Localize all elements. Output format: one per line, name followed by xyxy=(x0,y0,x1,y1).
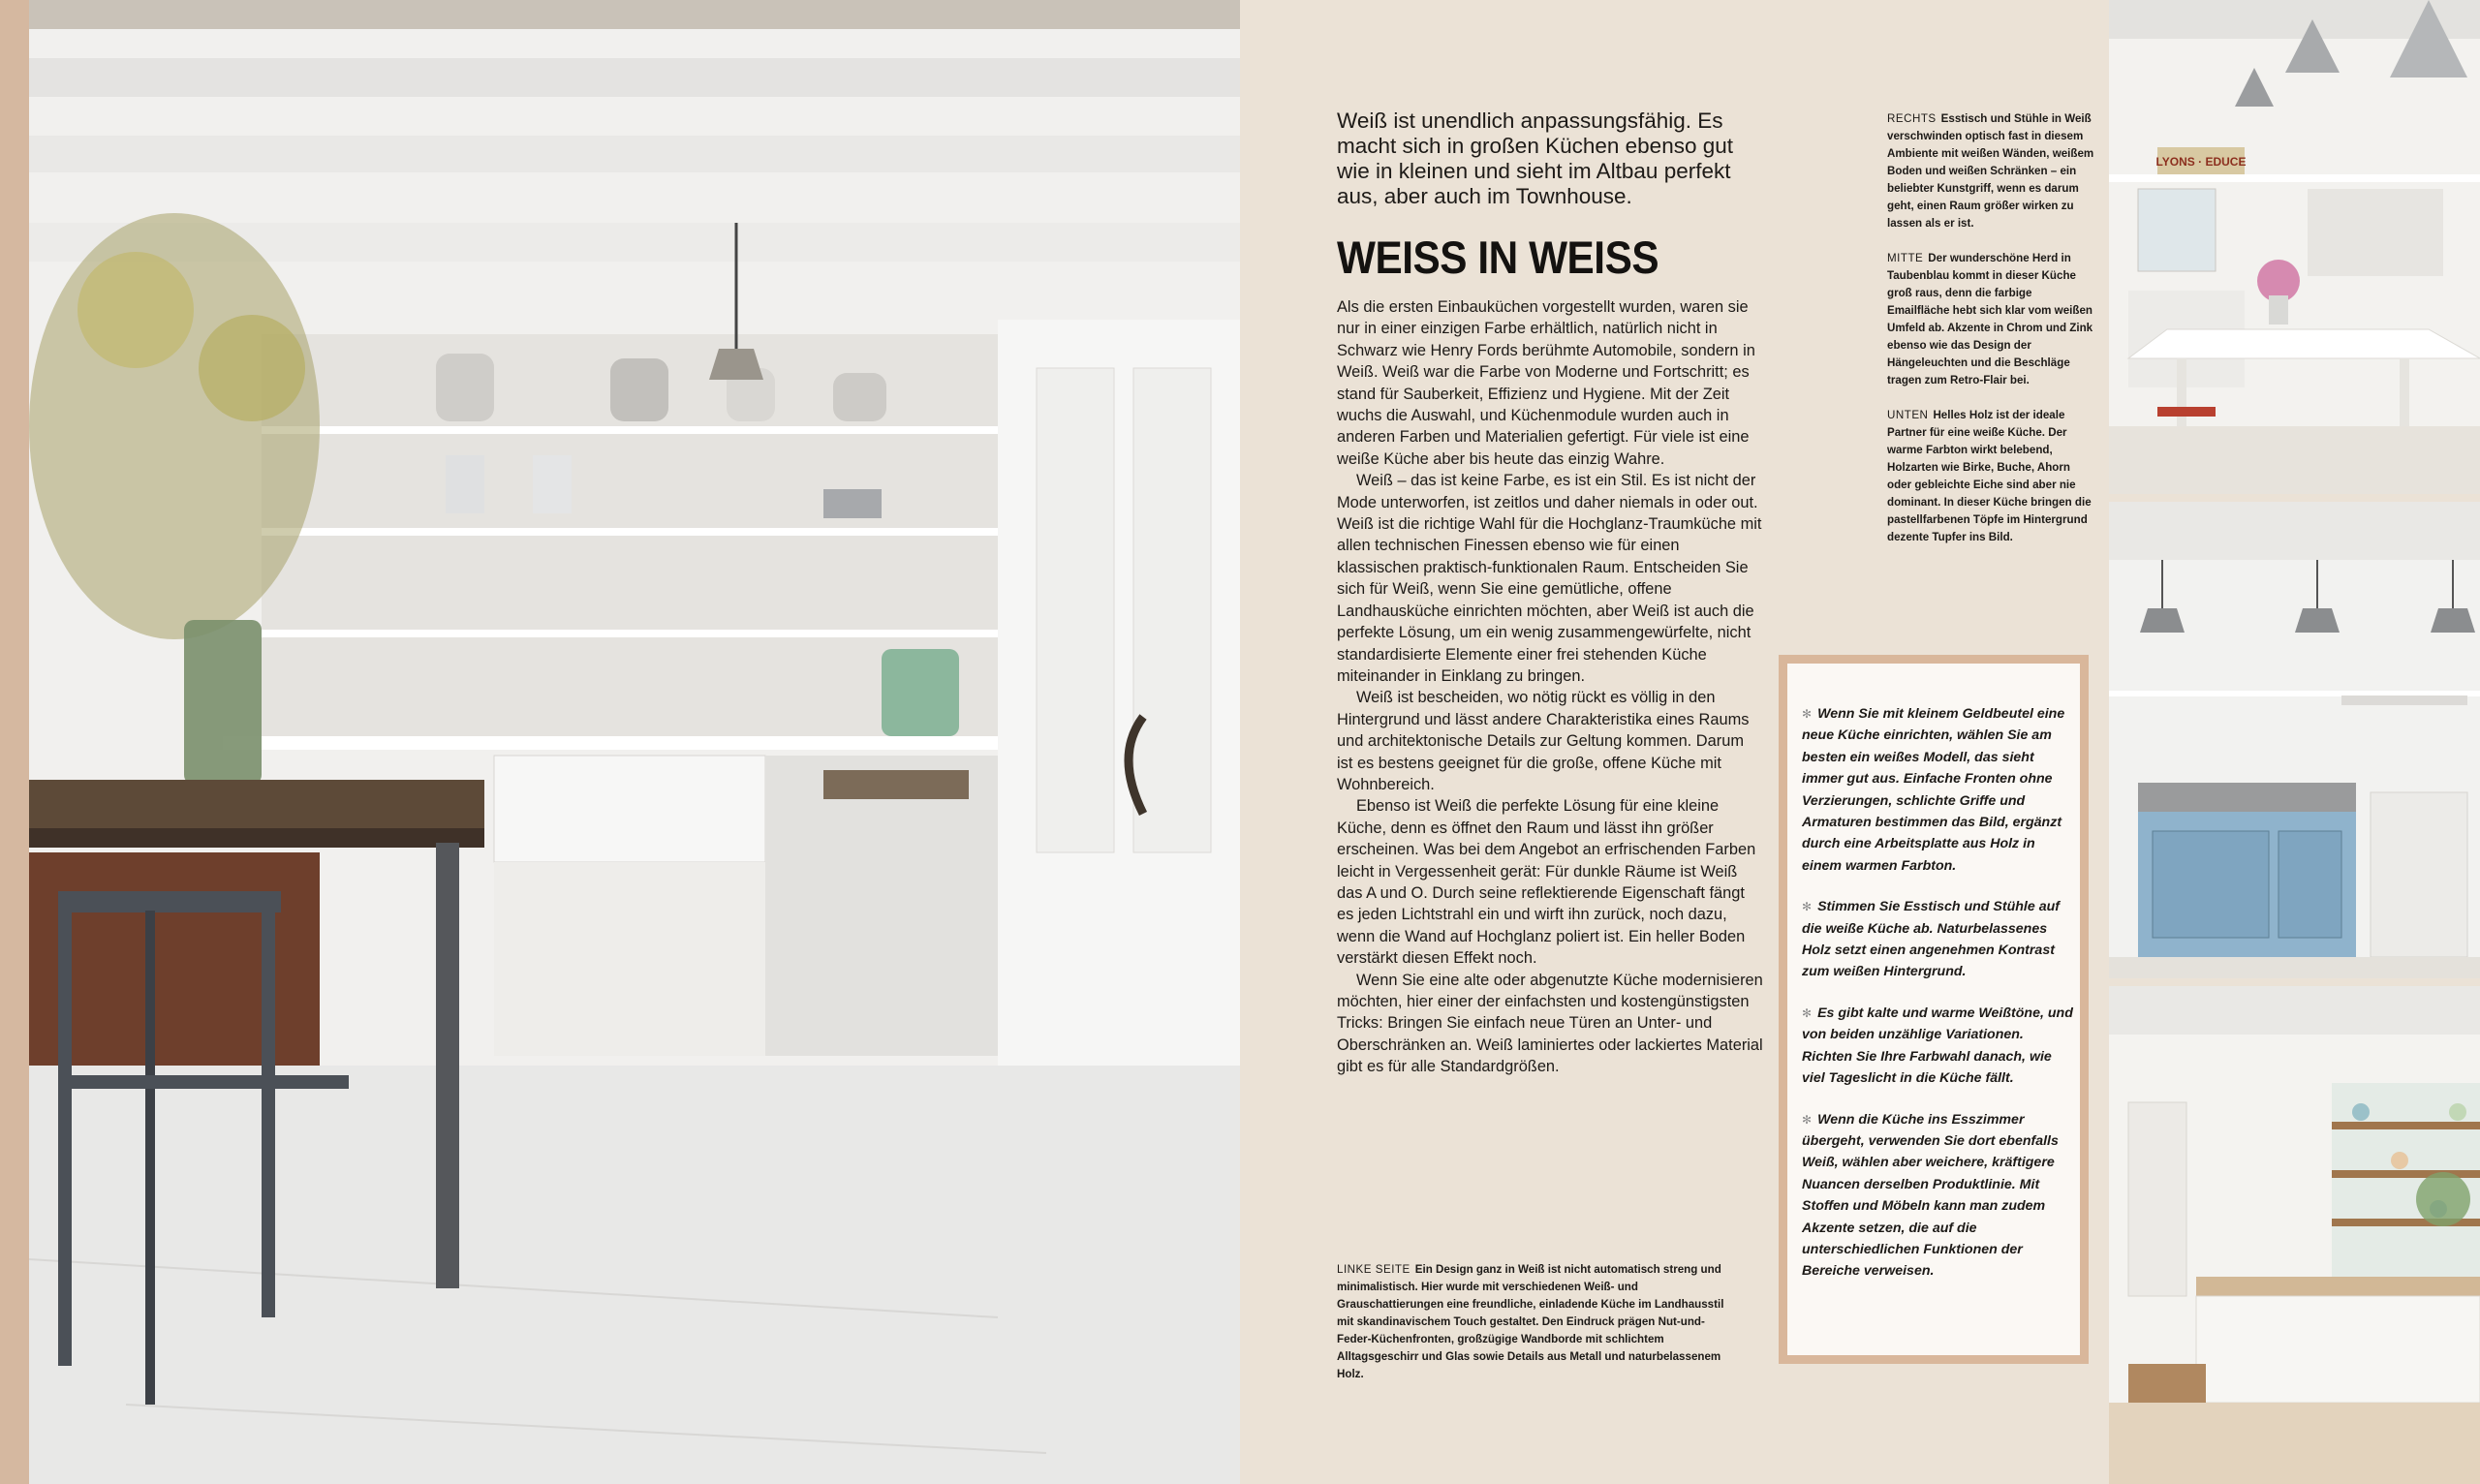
caption-label: UNTEN xyxy=(1887,409,1929,421)
caption-rechts xyxy=(1887,110,2095,232)
body-paragraph: Ebenso ist Weiß die perfekte Lösung für eine kleine Küche, denn es öffnet den Raum und lässt ihn größer erscheinen. Was bei dem Angebot an erfrischenden Farben leicht in Vergessenheit gerät: Für dunkle Räume ist Weiß das A und O. Durch seine reflektierende Eigenschaft fängt es jeden Lichtstrahl ein und wirft ihn zurück, noch dazu, wenn die Wand auf Hochglanz poliert ist. Ein heller Boden verstärkt diesen Effekt noch. xyxy=(1337,797,1756,968)
dining-kitchen-photo xyxy=(2109,0,2480,494)
caption-text: Esstisch und Stühle in Weiß verschwinden optisch fast in diesem Ambiente mit weißen Wänden, weißem Boden und weißen Schränken – ein beliebter Kunstgriff, wenn es darum geht, einen Raum größer wirken zu lassen als er ist. xyxy=(1887,112,2094,230)
tip-text: Es gibt kalte und warme Weißtöne, und von beiden unzählige Variationen. Richten Sie Ihre Farbwahl danach, wie viel Tageslicht in die Küche fällt. xyxy=(1802,1005,2073,1087)
caption-mitte xyxy=(1887,250,2095,389)
asterisk-icon: ✻ xyxy=(1802,900,1813,914)
intro-text: Weiß ist unendlich anpassungsfähig. Es macht sich in großen Küchen ebenso gut wie in kleinen und sieht im Altbau perfekt aus, aber auch im Townhouse. xyxy=(1337,108,1733,208)
asterisk-icon: ✻ xyxy=(1802,707,1813,721)
caption-text: Der wunderschöne Herd in Taubenblau kommt in dieser Küche groß raus, denn die farbige Emailfläche hebt sich klar vom weißen Umfeld ab. Akzente in Chrom und Zink ebenso wie das Design der Hängeleuchten und die Beschläge tragen zum Retro-Flair bei. xyxy=(1887,252,2093,386)
tip-text: Wenn Sie mit kleinem Geldbeutel eine neue Küche einrichten, wählen Sie am besten ein weißes Modell, das sieht immer gut aus. Einfache Fronten ohne Verzierungen, schlichte Griffe und Armaturen bestimmen das Bild, ergänzt durch eine Arbeitsplatte aus Holz in einem warmen Farbton. xyxy=(1802,706,2065,874)
article-body xyxy=(1337,296,1763,1078)
tip-text: Stimmen Sie Esstisch und Stühle auf die weiße Küche ab. Naturbelassenes Holz setzt einen angenehmen Kontrast zum weißen Hintergrund. xyxy=(1802,899,2060,980)
body-paragraph: Wenn Sie eine alte oder abgenutzte Küche modernisieren möchten, hier einer der einfachsten und kostengünstigsten Tricks: Bringen Sie einfach neue Türen an Unter- und Oberschränken an. Weiß laminiertes oder lackiertes Material gibt es für alle Standardgrößen. xyxy=(1337,971,1763,1076)
tip-item xyxy=(1802,1003,2075,1090)
tip-item xyxy=(1802,703,2075,877)
wood-shelves-kitchen-photo xyxy=(2109,986,2480,1484)
tip-text: Wenn die Küche ins Esszimmer übergeht, verwenden Sie dort ebenfalls Weiß, wählen aber weichere, kräftigere Nuancen derselben Produktlinie. Mit Stoffen und Möbeln kann man zudem Akzente setzen, die auf die unterschiedlichen Funktionen der Bereiche verweisen. xyxy=(1802,1111,2059,1280)
blue-range-cooker-photo xyxy=(2109,502,2480,978)
body-paragraph: Weiß – das ist keine Farbe, es ist ein Stil. Es ist nicht der Mode unterworfen, ist zeitlos und daher niemals in oder out. Weiß ist die richtige Wahl für die Hochglanz-Traumküche mit allen technischen Finessen ebenso wie für einen klassischen praktisch-funktionalen Raum. Entscheiden Sie sich für Weiß, wenn Sie eine gemütliche, offene Landhausküche einrichten möchten, aber Weiß ist auch die perfekte Lösung, um ein wenig zusammengewürfelte, nicht standardisierte Elemente einer frei stehenden Küche miteinander in Einklang zu bringen. xyxy=(1337,472,1762,685)
asterisk-icon: ✻ xyxy=(1802,1005,1813,1020)
caption-label: RECHTS xyxy=(1887,112,1937,125)
caption-text: Helles Holz ist der ideale Partner für eine weiße Küche. Der warme Farbton wirkt belebend, Holzarten wie Birke, Buche, Ahorn oder gebleichte Eiche sind aber nie dominant. In dieser Küche bringen die pastellfarbenen Töpfe im Hintergrund dezente Tupfer ins Bild. xyxy=(1887,409,2092,543)
tip-list xyxy=(1802,703,2075,1302)
body-paragraph: Als die ersten Einbauküchen vorgestellt wurden, waren sie nur in einer einzigen Farbe erhältlich, natürlich nicht in Schwarz wie Henry Fords berühmte Automobile, sondern in Weiß. Weiß war die Farbe von Moderne und Fortschritt; es stand für Sauberkeit, Effizienz und Hygiene. Mit der Zeit wuchs die Auswahl, und Küchenmodule wurden auch in anderen Farben und Materialien gefertigt. Für viele ist eine weiße Küche aber bis heute das einzig Wahre. xyxy=(1337,298,1755,468)
svg-text:LYONS · EDUCE: LYONS · EDUCE xyxy=(2155,155,2247,169)
headline: WEISS IN WEISS xyxy=(1337,232,1659,283)
photo-captions xyxy=(1887,110,2095,564)
tip-item xyxy=(1802,896,2075,983)
asterisk-icon: ✻ xyxy=(1802,1112,1813,1127)
page-edge xyxy=(0,0,29,1484)
caption-label: LINKE SEITE xyxy=(1337,1263,1410,1276)
caption-linke-seite xyxy=(1337,1261,1724,1383)
kitchen-wide-photo xyxy=(29,0,1240,1484)
caption-text: Ein Design ganz in Weiß ist nicht automatisch streng und minimalistisch. Hier wurde mit verschiedenen Weiß- und Grauschattierungen eine freundliche, einladende Küche im Landhausstil mit skandinavischem Touch gestaltet. Den Eindruck prägen Nut-und-Feder-Küchenfronten, großzügige Wandborde mit schlichtem Alltagsgeschirr und Glas sowie Details aus Metall und naturbelassenem Holz. xyxy=(1337,1263,1724,1380)
caption-unten xyxy=(1887,407,2095,546)
tip-item xyxy=(1802,1109,2075,1283)
caption-label: MITTE xyxy=(1887,252,1924,264)
body-paragraph: Weiß ist bescheiden, wo nötig rückt es völlig in den Hintergrund und lässt andere Charakteristika eines Raums und architektonische Details zur Geltung kommen. Darum ist es bestens geeignet für die große, offene Küche mit Wohnbereich. xyxy=(1337,689,1750,793)
